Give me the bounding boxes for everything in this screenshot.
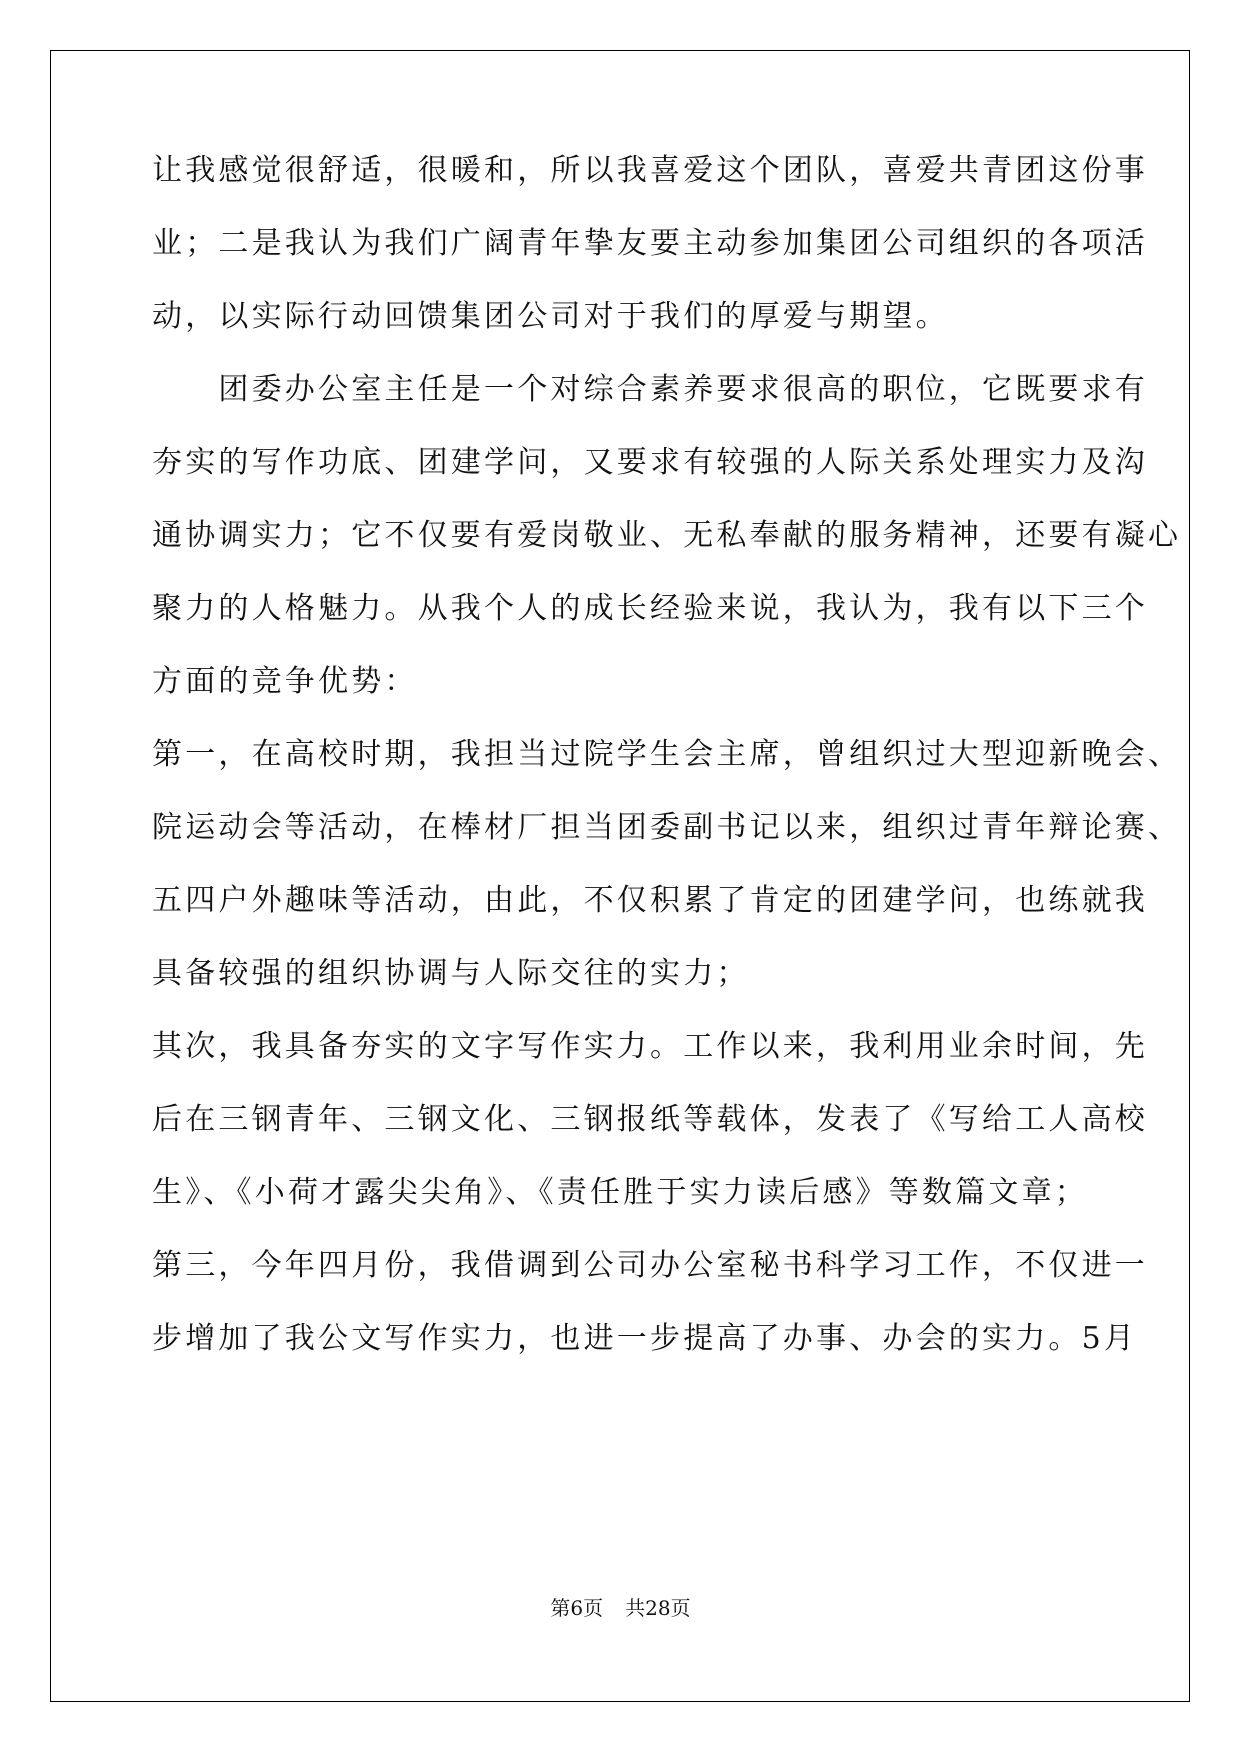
text-line: 第一，在高校时期，我担当过院学生会主席，曾组织过大型迎新晚会、 xyxy=(152,737,1182,772)
text-line: 生》、《小荷才露尖尖角》、《责任胜于实力读后感》等数篇文章； xyxy=(152,1175,1088,1210)
text-line: 夯实的写作功底、团建学问，又要求有较强的人际关系处理实力及沟 xyxy=(152,445,1148,480)
text-line: 具备较强的组织协调与人际交往的实力； xyxy=(152,956,750,991)
text-line: 五四户外趣味等活动，由此，不仅积累了肯定的团建学问，也练就我 xyxy=(152,883,1148,918)
text-line: 让我感觉很舒适，很暖和，所以我喜爱这个团队，喜爱共青团这份事 xyxy=(152,153,1148,188)
text-line: 后在三钢青年、三钢文化、三钢报纸等载体，发表了《写给工人高校 xyxy=(152,1102,1148,1137)
text-line: 院运动会等活动，在棒材厂担当团委副书记以来，组织过青年辩论赛、 xyxy=(152,810,1182,845)
text-line: 步增加了我公文写作实力，也进一步提高了办事、办会的实力。5月 xyxy=(152,1321,1138,1356)
text-line: 业；二是我认为我们广阔青年挚友要主动参加集团公司组织的各项活 xyxy=(152,226,1148,261)
text-line: 通协调实力；它不仅要有爱岗敬业、无私奉献的服务精神，还要有凝心 xyxy=(152,518,1182,553)
text-line: 其次，我具备夯实的文字写作实力。工作以来，我利用业余时间，先 xyxy=(152,1029,1148,1064)
text-line: 方面的竞争优势： xyxy=(152,664,418,699)
text-line: 动，以实际行动回馈集团公司对于我们的厚爱与期望。 xyxy=(152,299,949,334)
page-total: 共28页 xyxy=(625,1596,691,1620)
text-line: 第三，今年四月份，我借调到公司办公室秘书科学习工作，不仅进一 xyxy=(152,1248,1148,1283)
page-number: 第6页 xyxy=(550,1596,604,1620)
page-footer xyxy=(0,1595,1241,1621)
text-line: 聚力的人格魅力。从我个人的成长经验来说，我认为，我有以下三个 xyxy=(152,591,1148,626)
text-line: 团委办公室主任是一个对综合素养要求很高的职位，它既要求有 xyxy=(152,372,1148,407)
